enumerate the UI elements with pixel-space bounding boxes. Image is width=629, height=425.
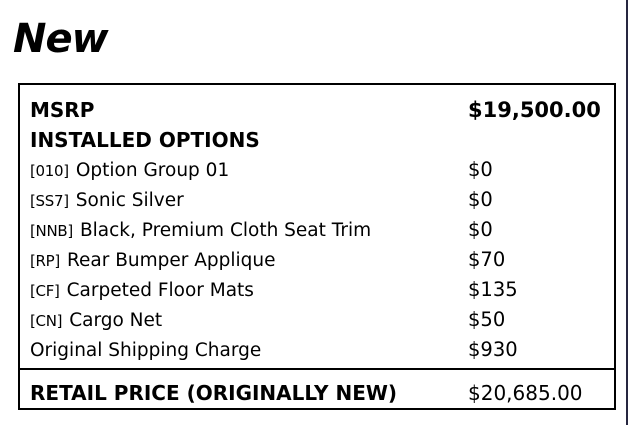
option-label — [30, 216, 468, 246]
option-price: $50 — [468, 308, 506, 331]
retail-price-row — [20, 368, 614, 414]
msrp-value: $19,500.00 — [468, 98, 601, 122]
option-code: [010] — [30, 162, 69, 180]
option-label — [30, 336, 468, 366]
option-name: Rear Bumper Applique — [66, 250, 276, 271]
option-name: Original Shipping Charge — [30, 340, 262, 361]
option-code: [CF] — [30, 282, 60, 300]
option-label — [30, 156, 468, 186]
option-name: Carpeted Floor Mats — [66, 280, 254, 301]
option-code: [RP] — [30, 252, 60, 270]
option-label — [30, 246, 468, 276]
option-row — [30, 335, 602, 365]
option-row — [30, 305, 602, 335]
option-price: $0 — [468, 158, 493, 181]
option-row — [30, 185, 602, 215]
option-name: Cargo Net — [69, 310, 163, 331]
option-label — [30, 276, 468, 306]
option-price: $0 — [468, 188, 493, 211]
msrp-label: MSRP — [30, 98, 95, 122]
option-code: [CN] — [30, 312, 63, 330]
option-row — [30, 155, 602, 185]
option-label — [30, 186, 468, 216]
option-price: $930 — [468, 338, 518, 361]
option-row — [30, 245, 602, 275]
option-name: Sonic Silver — [75, 190, 184, 211]
option-label — [30, 306, 468, 336]
option-row — [30, 275, 602, 305]
option-price: $0 — [468, 218, 493, 241]
retail-price-value: $20,685.00 — [468, 381, 583, 405]
page-right-border-line — [626, 0, 628, 425]
option-name: Black, Premium Cloth Seat Trim — [79, 220, 372, 241]
section-title: New — [13, 16, 108, 62]
retail-price-label: RETAIL PRICE (ORIGINALLY NEW) — [30, 381, 398, 405]
installed-options-header: INSTALLED OPTIONS — [30, 128, 260, 152]
option-row — [30, 215, 602, 245]
option-price: $70 — [468, 248, 506, 271]
option-code: [SS7] — [30, 192, 69, 210]
option-price: $135 — [468, 278, 518, 301]
option-name: Option Group 01 — [75, 160, 230, 181]
msrp-row — [30, 95, 602, 125]
pricing-table — [18, 83, 616, 410]
option-code: [NNB] — [30, 222, 73, 240]
installed-options-header-row — [30, 125, 602, 155]
